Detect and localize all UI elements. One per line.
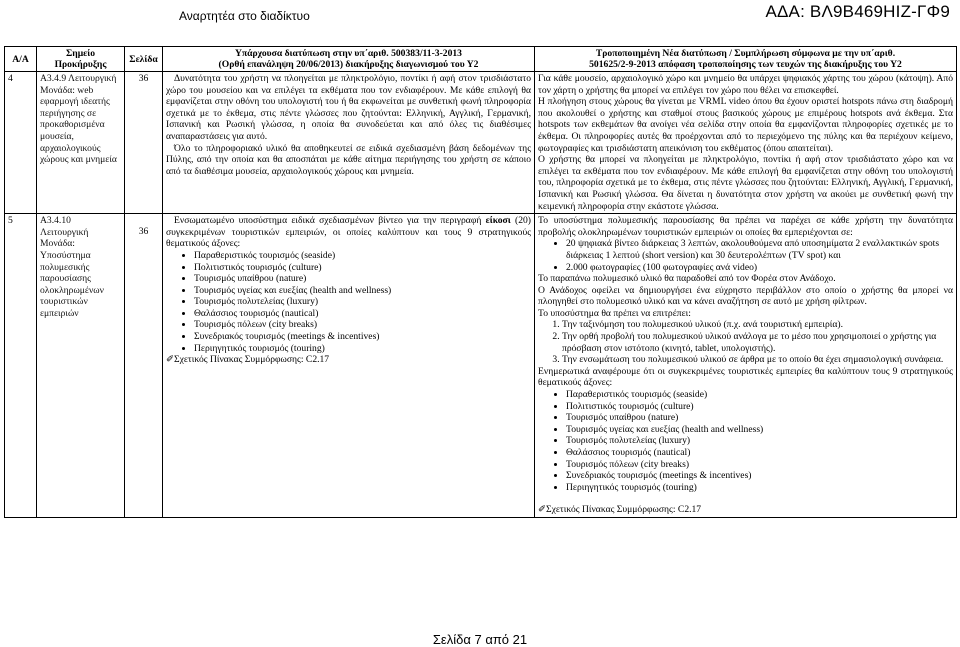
new-text-cell — [535, 72, 957, 214]
new-paragraph: Ενημερωτικά αναφέρουμε ότι οι συγκεκριμένες τουριστικές εμπειρίες θα καλύπτουν τους 9 στρατηγικούς θεματικούς άξονες: — [538, 365, 953, 389]
col-header-existing-line2: (Ορθή επανάληψη 20/06/2013) διακήρυξης διαγωνισμού του Υ2 — [218, 59, 479, 70]
list-item: • Τουρισμός υπαίθρου (nature) — [194, 273, 531, 285]
list-item: • Θαλάσσιος τουρισμός (nautical) — [194, 308, 531, 320]
new-paragraph: Για κάθε μουσείο, αρχαιολογικό χώρο και μνημείο θα υπάρχει ψηφιακός χάρτης του χώρου (κάτοψη). Από τον χάρτη ο χρήστης θα μπορεί να επιλέγει τον χώρο που θέλει να επισκεφθεί. — [538, 73, 953, 96]
intro-text: Ενσωματωμένο υποσύστημα ειδικά σχεδιασμένων βίντεο για την περιγραφή — [174, 215, 486, 227]
existing-intro — [166, 215, 531, 250]
list-item: • Πολιτιστικός τουρισμός (culture) — [566, 401, 953, 413]
new-paragraph: Η πλοήγηση στους χώρους θα γίνεται με VRML video όπου θα έχουν οριστεί hotspots πάνω στη διαδρομή που ακολουθεί ο χρήστης και σταθμοί στους βασικούς χώρους με επιμέρους hotspots ανά έκθεμα. Στα hotspots των εκθεμάτων θα ανοίγει νέα σελίδα στην οποία θα εμφανίζονται πληροφορίες σχετικές με το έκθεμα. Οι πληροφορίες αυτές θα προέρχονται από το περιεχόμενο της πύλης και θα περιέχουν κείμενο, φωτογραφίες και τρισδιάστατη απεικόνιση του εκθέματος (όπου απαιτείται). — [538, 96, 953, 154]
existing-paragraph: Δυνατότητα του χρήστη να πλοηγείται με πληκτρολόγιο, ποντίκι ή αφή στον τρισδιάστατο χώρο του μουσείου και να επιλέγει τα εκθέματα που τον ενδιαφέρουν. Με κάθε επιλογή θα εμφανίζεται στην οθόνη του υπολογιστή του ή θα εκφωνείται με συνθετική φωνή πληροφορία σχετικά με το έκθεμα, στις πέντε γλώσσες που ζητούνται: Ελληνική, Αγγλική, Γερμανική, Ισπανική και Ρωσική γλώσσα, η οποία θα συνοδεύεται και από όλες τις διαθέσιμες αναπαραστάσεις για αυτό. — [166, 73, 531, 142]
list-item: • Συνεδριακός τουρισμός (meetings & incentives) — [194, 331, 531, 343]
new-paragraph: Ο χρήστης θα μπορεί να πλοηγείται με πληκτρολόγιο, ποντίκι ή αφή στον τρισδιάστατο χώρο και να επιλέγει τα εκθέματα που τον ενδιαφέρουν. Με κάθε επιλογή θα εμφανίζεται στην οθόνη του υπολογιστή του, πληροφορία σχετικά με το έκθεμα, στις πέντε γλώσσες που ζητούνται: Ελληνική, Αγγλική, Γερμανική, Ισπανική και Ρωσική γλώσσα. Θα δίνεται η δυνατότητα στον χρήστη να ακούει με συνθετική φωνή την κειμενική πληροφορία στην εκάστοτε γλώσσα. — [538, 154, 953, 212]
requirements-list — [538, 319, 953, 365]
ada-code: ΑΔΑ: ΒΛ9Β469ΗΙΖ-ΓΦ9 — [765, 2, 950, 21]
col-header-existing — [163, 47, 535, 72]
list-item: • Περιηγητικός τουρισμός (touring) — [194, 343, 531, 355]
themes-list — [538, 389, 953, 493]
list-item: 3. Την ενσωμάτωση του πολυμεσικού υλικού σε άρθρα με το οποίο θα έχει σημασιολογική συνάφεια. — [562, 354, 953, 366]
themes-list — [166, 250, 531, 354]
list-item: • Τουρισμός πολυτελείας (luxury) — [194, 296, 531, 308]
list-item: • Τουρισμός υγείας και ευεξίας (health and wellness) — [194, 285, 531, 297]
page-number-cell — [125, 214, 163, 518]
clause-reference: Α3.4.10 Λειτουργική Μονάδα: Υποσύστημα πολυμεσικής παρουσίασης ολοκληρωμένων τουριστικών εμπειριών — [37, 214, 125, 518]
amendment-table — [4, 46, 957, 518]
table-row — [5, 72, 957, 214]
table-row — [5, 214, 957, 518]
list-item: • Πολιτιστικός τουρισμός (culture) — [194, 262, 531, 274]
col-header-new-line2: 501625/2-9-2013 απόφαση τροποποίησης των τευχών της διακήρυξης του Υ2 — [589, 59, 902, 70]
clause-reference: Α3.4.9 Λειτουργική Μονάδα: web εφαρμογή ιδεατής περιήγησης σε προκαθορισμένα μουσεία, αρχαιολογικούς χώρους και μνημεία — [37, 72, 125, 214]
existing-text-cell — [163, 72, 535, 214]
existing-text-cell — [163, 214, 535, 518]
page-number-cell: 36 — [125, 72, 163, 214]
list-item: • Παραθεριστικός τουρισμός (seaside) — [566, 389, 953, 401]
table-header-row — [5, 47, 957, 72]
new-text-cell — [535, 214, 957, 518]
new-paragraph: Ο Ανάδοχος οφείλει να δημιουργήσει ένα εύχρηστο περιβάλλον στο οποίο ο χρήστης θα μπορεί να πλοηγηθεί στο πολυμεσικό υλικό και να κάνει αναζήτηση σε αυτό με χρήση φίλτρων. — [538, 284, 953, 308]
col-header-aa: Α/Α — [5, 47, 37, 72]
col-header-simeio: Σημείο Προκήρυξης — [37, 47, 125, 72]
new-paragraph: Το υποσύστημα θα πρέπει να επιτρέπει: — [538, 307, 691, 319]
list-item: • Περιηγητικός τουρισμός (touring) — [566, 482, 953, 494]
list-item: • 20 ψηφιακά βίντεο διάρκειας 3 λεπτών, ακολουθούμενα από υποσημίματα 2 εναλλακτικών spots διάρκειας 1 λεπτού (short version) και 30 δευτερολέπτων (TV spot) και — [566, 238, 953, 261]
list-item: 2. Την ορθή προβολή του πολυμεσικού υλικού ανάλογα με το μέσο που χρησιμοποιεί ο χρήστης για πρόσβαση στον ιστότοπο (κινητό, tablet, υπολογιστής). — [562, 331, 953, 354]
existing-paragraph: Όλο το πληροφοριακό υλικό θα αποθηκευτεί σε ειδικά σχεδιασμένη βάση δεδομένων της Πύλης, από την οποία και θα αποσπάται με κάθε αίτημα περιήγησης του χρήστη σε κάποιο από τα διαθέσιμα μουσεία, αρχαιολογικούς χώρους και μνημεία. — [166, 142, 531, 177]
list-item: • Παραθεριστικός τουρισμός (seaside) — [194, 250, 531, 262]
media-list — [538, 238, 953, 273]
list-item: • Συνεδριακός τουρισμός (meetings & incentives) — [566, 470, 953, 482]
row-number: 4 — [5, 72, 37, 214]
row-number: 5 — [5, 214, 37, 518]
list-item: • Τουρισμός πολυτελείας (luxury) — [566, 435, 953, 447]
list-item: • 2.000 φωτογραφίες (100 φωτογραφίες ανά video) — [566, 262, 953, 274]
intro-text: (20) συγκεκριμένων τουριστικών εμπειριών, οι οποίες καλύπτουν και τους 9 στρατηγικούς θεματικούς άξονες: — [166, 215, 531, 250]
col-header-existing-line1: Υπάρχουσα διατύπωση στην υπ΄αριθ. 500383/11-3-2013 — [235, 48, 462, 59]
publication-note: Αναρτητέα στο διαδίκτυο — [179, 9, 310, 23]
list-item: 1. Την ταξινόμηση του πολυμεσικού υλικού (π.χ. ανά τουριστική εμπειρία). — [562, 319, 953, 331]
list-item: • Τουρισμός υπαίθρου (nature) — [566, 412, 953, 424]
new-paragraph: Το παραπάνω πολυμεσικό υλικό θα παραδοθεί από τον Φορέα στον Ανάδοχο. — [538, 273, 836, 285]
page-number: 36 — [138, 226, 149, 238]
compliance-reference: ✐Σχετικός Πίνακας Συμμόρφωσης: C2.17 — [538, 504, 702, 516]
col-header-new — [535, 47, 957, 72]
page-footer: Σελίδα 7 από 21 — [432, 632, 528, 647]
intro-count: είκοσι — [485, 215, 511, 227]
compliance-reference: ✐Σχετικός Πίνακας Συμμόρφωσης: C2.17 — [166, 354, 330, 366]
new-paragraph: Το υποσύστημα πολυμεσικής παρουσίασης θα πρέπει να παρέχει σε κάθε χρήστη την δυνατότητα προβολής ολοκληρωμένων τουριστικών εμπειριών οι οποίες θα εμπεριέχονται σε: — [538, 215, 953, 238]
list-item: • Θαλάσσιος τουρισμός (nautical) — [566, 447, 953, 459]
col-header-new-line1: Τροποποιημένη Νέα διατύπωση / Συμπλήρωση σύμφωνα με την υπ΄αριθ. — [595, 48, 896, 59]
list-item: • Τουρισμός πόλεων (city breaks) — [566, 459, 953, 471]
list-item: • Τουρισμός υγείας και ευεξίας (health and wellness) — [566, 424, 953, 436]
col-header-selida: Σελίδα — [125, 47, 163, 72]
list-item: • Τουρισμός πόλεων (city breaks) — [194, 319, 531, 331]
